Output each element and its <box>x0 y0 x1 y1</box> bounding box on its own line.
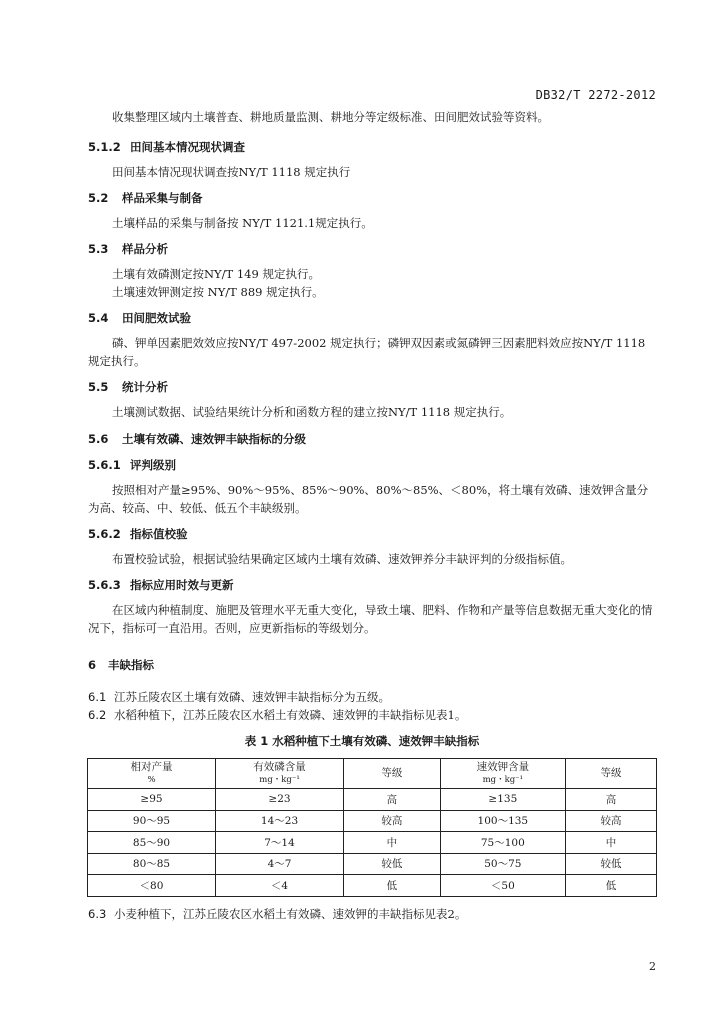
heading-5-5 <box>88 379 168 395</box>
paragraph-5-5: 土壤测试数据、试验结果统计分析和函数方程的建立按NY/T 1118 规定执行。 <box>112 405 512 419</box>
heading-5-2 <box>88 190 203 206</box>
heading-number: 5.6 <box>88 432 109 446</box>
header-unit: % <box>147 774 156 785</box>
heading-title: 样品采集与制备 <box>122 191 203 205</box>
paragraph-5-6-1: 按照相对产量≥95%、90%～95%、85%～90%、80%～85%、＜80%，将土壤有效磷、速效钾含量分为高、较高、中、较低、低五个丰缺级别。 <box>88 483 649 515</box>
cell-grade-k: 中 <box>565 832 656 854</box>
header-label: 速效钾含量 <box>476 760 530 773</box>
intro-paragraph: 收集整理区域内土壤普查、耕地质量监测、耕地分等定级标准、田间肥效试验等资料。 <box>112 110 549 124</box>
heading-title: 指标应用时效与更新 <box>130 578 234 592</box>
heading-5-1-2 <box>88 139 245 155</box>
clause-text: 水稻种植下，江苏丘陵农区水稻土有效磷、速效钾的丰缺指标见表1。 <box>114 708 467 722</box>
header-grade-p: 等级 <box>344 759 441 789</box>
clause-6-1 <box>88 689 390 705</box>
cell-grade-k: 较高 <box>565 810 656 832</box>
cell-grade-p: 高 <box>344 789 441 811</box>
paragraph-5-3-b: 土壤速效钾测定按 NY/T 889 规定执行。 <box>112 285 324 299</box>
paragraph-5-4: 磷、钾单因素肥效效应按NY/T 497-2002 规定执行；磷钾双因素或氮磷钾三因素肥料效应按NY/T 1118 规定执行。 <box>88 336 646 368</box>
cell-grade-p: 中 <box>344 832 441 854</box>
paragraph-5-6-2: 布置校验试验，根据试验结果确定区域内土壤有效磷、速效钾养分丰缺评判的分级指标值。 <box>112 552 572 566</box>
heading-number: 5.1.2 <box>88 140 121 154</box>
paragraph-5-1-2: 田间基本情况现状调查按NY/T 1118 规定执行 <box>112 165 351 179</box>
heading-5-3 <box>88 241 168 257</box>
clause-text: 江苏丘陵农区土壤有效磷、速效钾丰缺指标分为五级。 <box>114 690 390 704</box>
cell-available-k: 50～75 <box>440 853 565 875</box>
table-row <box>88 789 657 811</box>
header-unit: mg・kg⁻¹ <box>259 774 300 785</box>
clause-number: 6.1 <box>88 690 107 704</box>
cell-grade-p: 较低 <box>344 853 441 875</box>
cell-available-k: ＜50 <box>440 875 565 897</box>
cell-grade-p: 较高 <box>344 810 441 832</box>
heading-number: 5.6.1 <box>88 458 121 472</box>
header-unit: mg・kg⁻¹ <box>482 774 524 785</box>
standard-code: DB32/T 2272-2012 <box>535 88 656 102</box>
cell-relative-yield: 85～90 <box>88 832 216 854</box>
heading-5-6 <box>88 431 306 447</box>
heading-title: 田间肥效试验 <box>122 311 191 325</box>
header-label: 有效磷含量 <box>253 760 306 773</box>
cell-available-k: ≥135 <box>440 789 565 811</box>
heading-number: 5.4 <box>88 311 109 325</box>
heading-number: 5.5 <box>88 380 109 394</box>
heading-number: 5.2 <box>88 191 109 205</box>
paragraph-5-2: 土壤样品的采集与制备按 NY/T 1121.1规定执行。 <box>112 216 373 230</box>
heading-number: 5.6.2 <box>88 527 121 541</box>
cell-available-p: ＜4 <box>216 875 344 897</box>
table-row <box>88 875 657 897</box>
cell-available-k: 100～135 <box>440 810 565 832</box>
cell-available-p: 7～14 <box>216 832 344 854</box>
clause-6-3 <box>88 906 466 922</box>
cell-grade-k: 低 <box>565 875 656 897</box>
clause-number: 6.3 <box>88 907 107 921</box>
cell-grade-k: 较低 <box>565 853 656 875</box>
page-number: 2 <box>649 960 656 973</box>
heading-number: 5.3 <box>88 242 109 256</box>
heading-title: 土壤有效磷、速效钾丰缺指标的分级 <box>122 432 306 446</box>
clause-6-2 <box>88 707 466 723</box>
header-label: 相对产量 <box>130 760 173 773</box>
clause-number: 6.2 <box>88 708 107 722</box>
heading-title: 指标值校验 <box>130 527 188 541</box>
heading-title: 田间基本情况现状调查 <box>130 140 245 154</box>
heading-5-4 <box>88 310 191 326</box>
heading-6 <box>88 657 154 673</box>
heading-5-6-2 <box>88 526 188 542</box>
table-header-row <box>88 759 657 789</box>
heading-5-6-1 <box>88 457 176 473</box>
heading-title: 评判级别 <box>130 458 176 472</box>
cell-relative-yield: ≥95 <box>88 789 216 811</box>
clause-text: 小麦种植下，江苏丘陵农区水稻土有效磷、速效钾的丰缺指标见表2。 <box>114 907 467 921</box>
table-caption: 表 1 水稻种植下土壤有效磷、速效钾丰缺指标 <box>244 734 480 748</box>
cell-available-p: 4～7 <box>216 853 344 875</box>
heading-title: 样品分析 <box>122 242 168 256</box>
paragraph-5-6-3: 在区域内种植制度、施肥及管理水平无重大变化，导致土壤、肥料、作物和产量等信息数据无重大变化的情况下，指标可一直沿用。否则，应更新指标的等级划分。 <box>88 603 653 635</box>
table-row <box>88 853 657 875</box>
table-row <box>88 810 657 832</box>
heading-number: 6 <box>88 658 97 672</box>
heading-5-6-3 <box>88 577 234 593</box>
table-row <box>88 832 657 854</box>
paragraph-5-3-a: 土壤有效磷测定按NY/T 149 规定执行。 <box>112 267 320 281</box>
cell-available-p: ≥23 <box>216 789 344 811</box>
heading-title: 统计分析 <box>122 380 168 394</box>
header-available-p <box>216 759 344 789</box>
cell-grade-p: 低 <box>344 875 441 897</box>
cell-available-p: 14～23 <box>216 810 344 832</box>
cell-grade-k: 高 <box>565 789 656 811</box>
heading-number: 5.6.3 <box>88 578 121 592</box>
header-relative-yield <box>88 759 216 789</box>
heading-title: 丰缺指标 <box>108 658 154 672</box>
cell-available-k: 75～100 <box>440 832 565 854</box>
cell-relative-yield: 80～85 <box>88 853 216 875</box>
nutrient-table <box>87 758 657 897</box>
cell-relative-yield: 90～95 <box>88 810 216 832</box>
cell-relative-yield: ＜80 <box>88 875 216 897</box>
header-grade-k: 等级 <box>565 759 656 789</box>
header-available-k <box>440 759 565 789</box>
